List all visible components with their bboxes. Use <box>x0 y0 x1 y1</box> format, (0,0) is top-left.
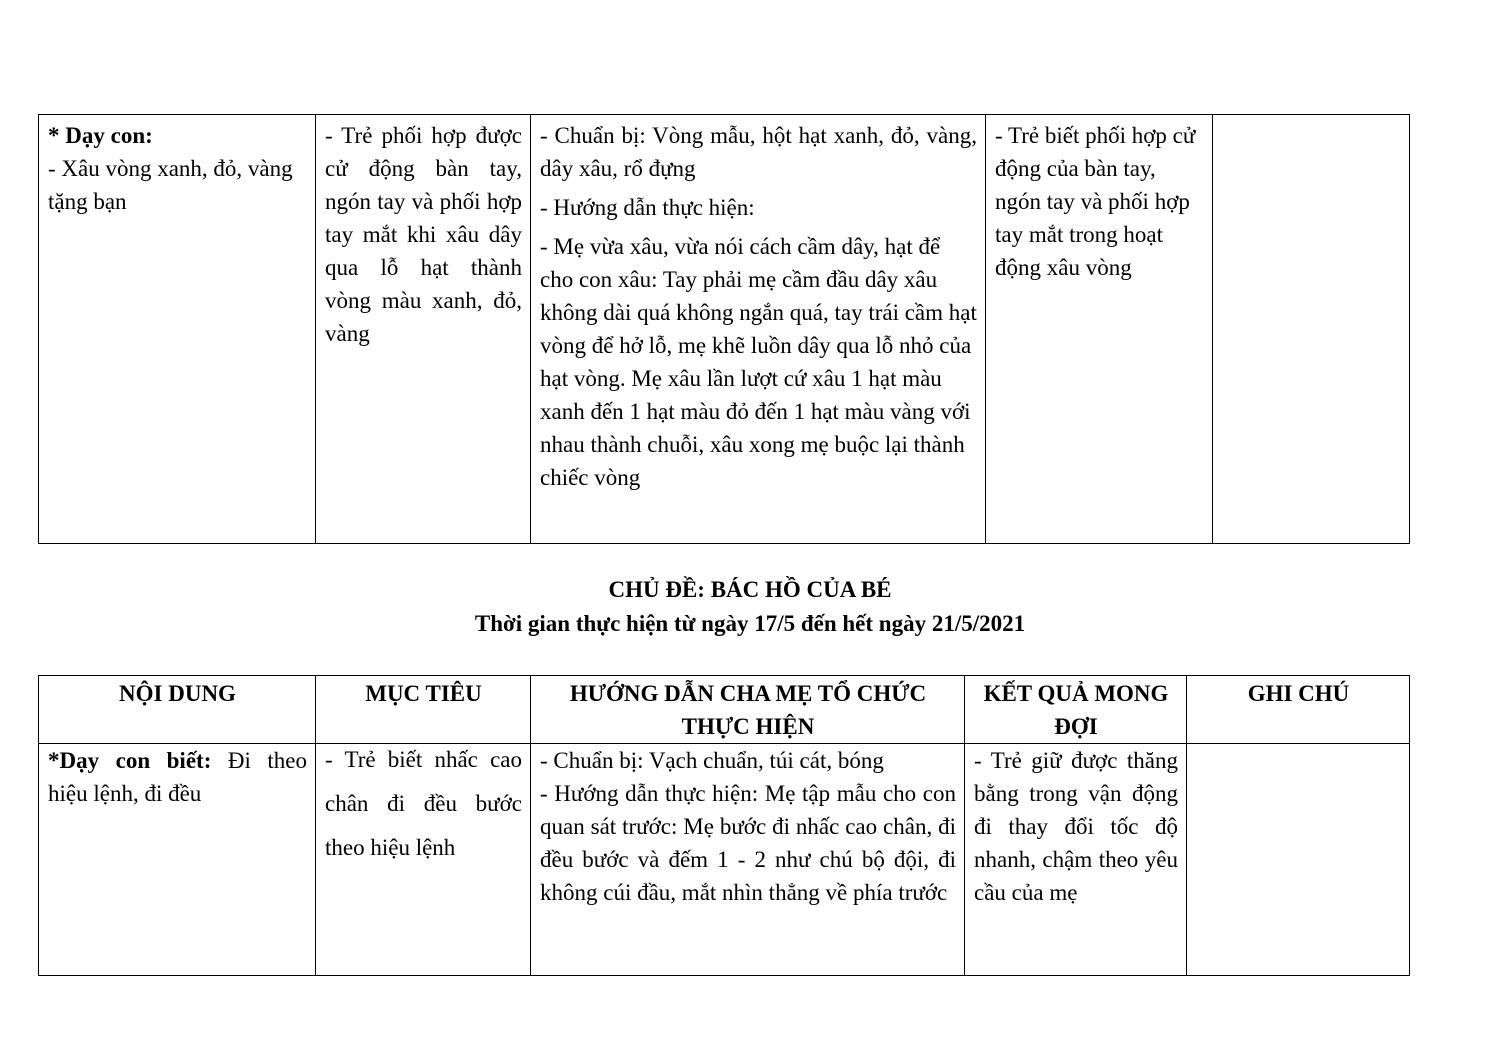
header-ket-qua: KẾT QUẢ MONG ĐỢI <box>965 676 1187 744</box>
huong-dan-chuan-bi: - Chuẩn bị: Vạch chuẩn, túi cát, bóng <box>540 748 884 773</box>
ket-qua-text: - Trẻ biết phối hợp cử động của bàn tay, ngón tay và phối hợp tay mắt trong hoạt động xâu vòng <box>995 123 1196 280</box>
header-ghi-chu: GHI CHÚ <box>1187 676 1410 744</box>
noi-dung-text: Đi theo hiệu lệnh, đi đều <box>48 748 307 806</box>
muc-tieu-text: - Trẻ phối hợp được cử động bàn tay, ngón tay và phối hợp tay mắt khi xâu dây qua lỗ hạt thành vòng màu xanh, đỏ, vàng <box>325 123 522 346</box>
huong-dan-label: - Hướng dẫn thực hiện: <box>540 195 755 220</box>
section-title: CHỦ ĐỀ: BÁC HỒ CỦA BÉ <box>608 577 892 602</box>
ket-qua-cell <box>965 744 1187 976</box>
ghi-chu-cell <box>1187 744 1410 976</box>
header-row <box>39 676 1410 744</box>
muc-tieu-cell <box>316 115 531 544</box>
ket-qua-text: - Trẻ giữ được thăng bằng trong vận động đi thay đổi tốc độ nhanh, chậm theo yêu cầu của mẹ <box>974 748 1178 905</box>
muc-tieu-cell <box>316 744 531 976</box>
huong-dan-cell <box>531 115 986 544</box>
activity-table-2 <box>38 675 1410 976</box>
noi-dung-cell <box>39 744 316 976</box>
header-huong-dan: HƯỚNG DẪN CHA MẸ TỔ CHỨC THỰC HIỆN <box>531 676 965 744</box>
huong-dan-chuan-bi: - Chuẩn bị: Vòng mẫu, hột hạt xanh, đỏ, vàng, dây xâu, rổ đựng <box>540 123 977 181</box>
noi-dung-text: - Xâu vòng xanh, đỏ, vàng tặng bạn <box>48 156 293 214</box>
noi-dung-bold: *Dạy con biết: <box>48 748 212 773</box>
ket-qua-cell <box>986 115 1213 544</box>
ghi-chu-cell <box>1213 115 1410 544</box>
huong-dan-cell <box>531 744 965 976</box>
section-subtitle: Thời gian thực hiện từ ngày 17/5 đến hết ngày 21/5/2021 <box>474 611 1026 636</box>
huong-dan-chi-tiet: - Mẹ vừa xâu, vừa nói cách cầm dây, hạt để cho con xâu: Tay phải mẹ cầm đầu dây xâu không dài quá không ngắn quá, tay trái cầm hạt vòng để hở lỗ, mẹ khẽ luồn dây qua lỗ nhỏ của hạt vòng. Mẹ xâu lần lượt cứ xâu 1 hạt màu xanh đến 1 hạt màu đỏ đến 1 hạt màu vàng với nhau thành chuỗi, xâu xong mẹ buộc lại thành chiếc vòng <box>540 234 977 490</box>
muc-tieu-text: - Trẻ biết nhấc cao chân đi đều bước theo hiệu lệnh <box>325 747 522 860</box>
header-muc-tieu: MỤC TIÊU <box>316 676 531 744</box>
noi-dung-title: * Dạy con: <box>48 123 153 148</box>
noi-dung-cell <box>39 115 316 544</box>
table-row <box>39 115 1410 544</box>
header-noi-dung: NỘI DUNG <box>39 676 316 744</box>
activity-table-1 <box>38 114 1410 544</box>
huong-dan-chi-tiet: - Hướng dẫn thực hiện: Mẹ tập mẫu cho con quan sát trước: Mẹ bước đi nhấc cao chân, đi đều bước và đếm 1 - 2 như chú bộ đội, đi không cúi đầu, mắt nhìn thẳng về phía trước <box>540 781 956 905</box>
table-row <box>39 744 1410 976</box>
